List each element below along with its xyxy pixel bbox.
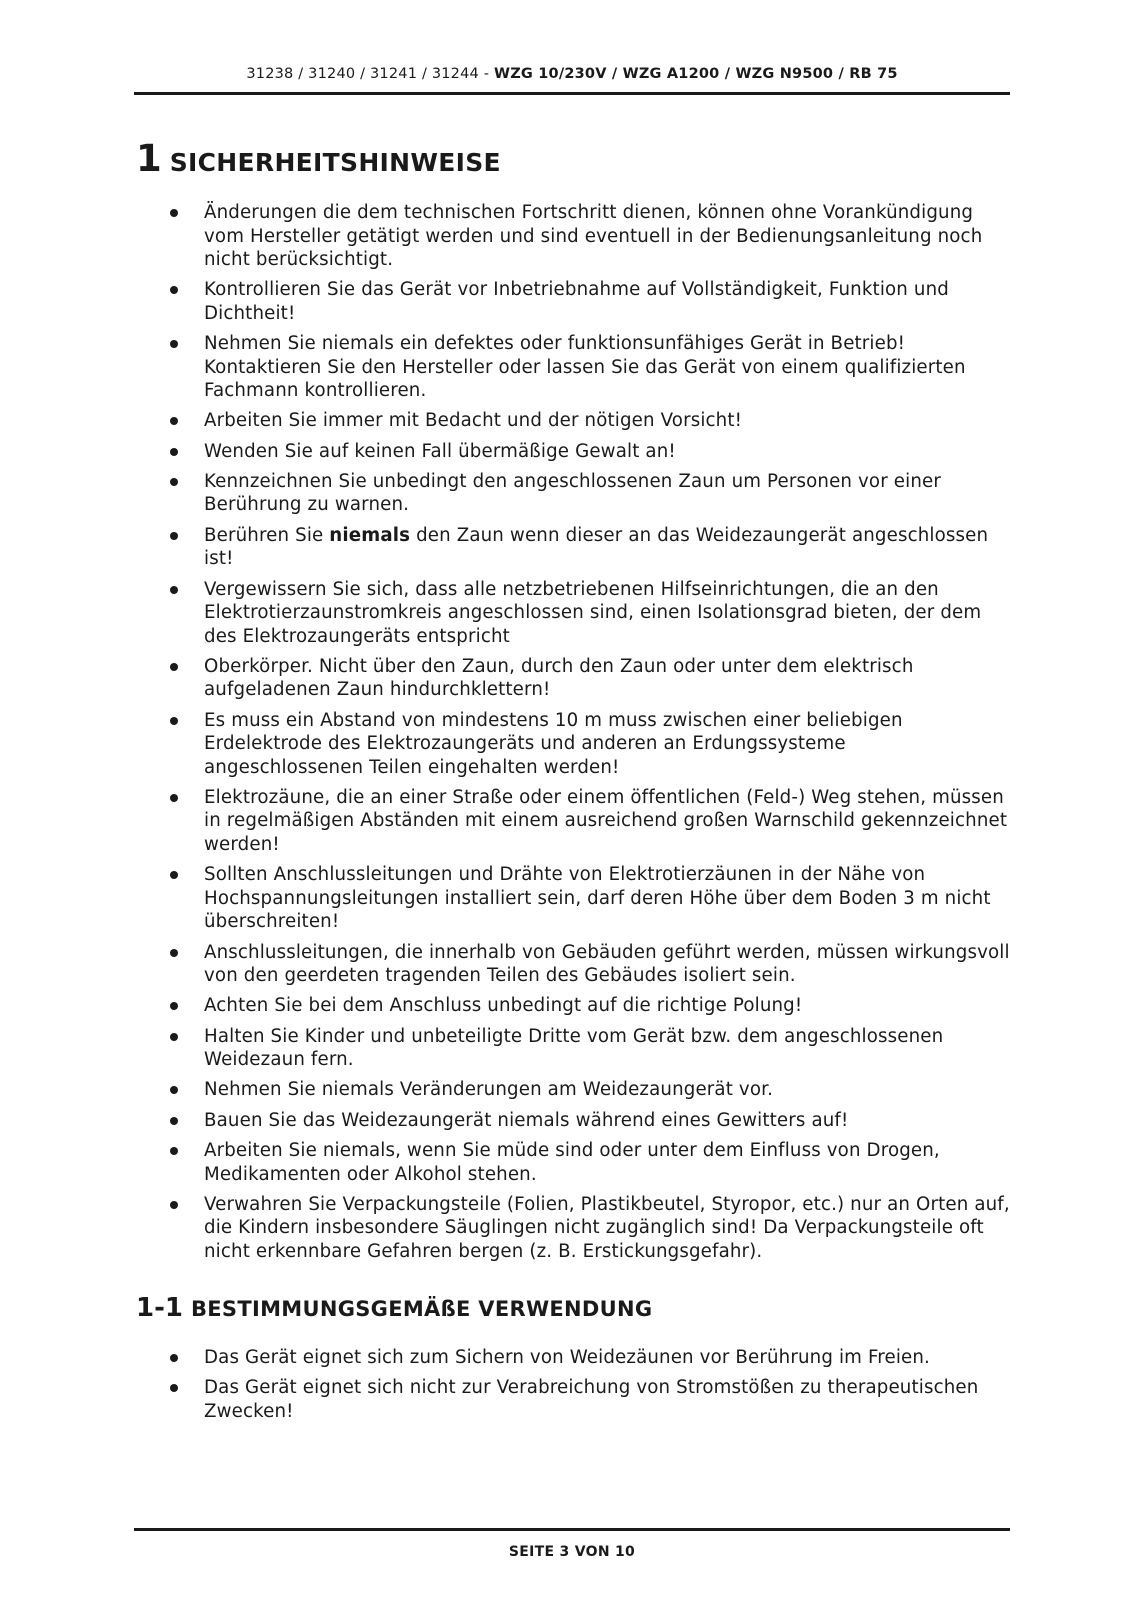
bullet-icon <box>170 286 178 294</box>
list-item: Das Gerät eignet sich zum Sichern von Weidezäunen vor Berührung im Freien. <box>168 1346 1010 1370</box>
bullet-icon <box>170 949 178 957</box>
bullet-icon <box>170 1147 178 1155</box>
bullet-icon <box>170 1384 178 1392</box>
bullet-icon <box>170 417 178 425</box>
bullet-icon <box>170 1002 178 1010</box>
list-item: Nehmen Sie niemals ein defektes oder funktionsunfähiges Gerät in Betrieb! Kontaktieren Sie den Hersteller oder lassen Sie das Gerät von einem qualifizierten Fachmann kontrollieren. <box>168 332 1010 403</box>
list-item: Vergewissern Sie sich, dass alle netzbetriebenen Hilfseinrichtungen, die an den Elektrotierzaunstromkreis angeschlossen sind, einen Isolationsgrad bieten, der dem des Elektrozaungeräts entspricht <box>168 578 1010 649</box>
list-item: Bauen Sie das Weidezaungerät niemals während eines Gewitters auf! <box>168 1109 1010 1133</box>
list-item: Änderungen die dem technischen Fortschritt dienen, können ohne Vorankündigung vom Hersteller getätigt werden und sind eventuell in der Bedienungsanleitung noch nicht berücksichtigt. <box>168 201 1010 272</box>
list-item: Verwahren Sie Verpackungsteile (Folien, Plastikbeutel, Styropor, etc.) nur an Orten auf, die Kindern insbesondere Säuglingen nicht zugänglich sind! Da Verpackungsteile oft nicht erkennbare Gefahren bergen (z. B. Erstickungsgefahr). <box>168 1193 1010 1264</box>
bullet-icon <box>170 1086 178 1094</box>
section-title: SICHERHEITSHINWEISE <box>169 148 501 177</box>
safety-list <box>168 201 1010 1270</box>
list-item: Achten Sie bei dem Anschluss unbedingt auf die richtige Polung! <box>168 994 1010 1018</box>
list-item: Sollten Anschlussleitungen und Drähte von Elektrotierzäunen in der Nähe von Hochspannungsleitungen installiert sein, darf deren Höhe über dem Boden 3 m nicht überschreiten! <box>168 863 1010 934</box>
section-number: 1 <box>136 137 162 180</box>
list-item: Es muss ein Abstand von mindestens 10 m muss zwischen einer beliebigen Erdelektrode des Elektrozaungeräts und anderen an Erdungssysteme angeschlossenen Teilen eingehalten werden! <box>168 709 1010 780</box>
bullet-icon <box>170 1201 178 1209</box>
bullet-icon <box>170 340 178 348</box>
list-item: Halten Sie Kinder und unbeteiligte Dritte vom Gerät bzw. dem angeschlossenen Weidezaun fern. <box>168 1025 1010 1072</box>
bullet-icon <box>170 794 178 802</box>
bullet-icon <box>170 1117 178 1125</box>
bullet-icon <box>170 663 178 671</box>
header-article-codes: 31238 / 31240 / 31241 / 31244 - <box>246 66 495 82</box>
bullet-icon <box>170 586 178 594</box>
emphasis-text: niemals <box>329 524 411 546</box>
section-title: BESTIMMUNGSGEMÄßE VERWENDUNG <box>190 1297 653 1321</box>
list-item: Arbeiten Sie niemals, wenn Sie müde sind oder unter dem Einfluss von Drogen, Medikamenten oder Alkohol stehen. <box>168 1139 1010 1186</box>
bullet-icon <box>170 717 178 725</box>
list-item: Wenden Sie auf keinen Fall übermäßige Gewalt an! <box>168 440 1010 464</box>
bullet-icon <box>170 448 178 456</box>
header-models: WZG 10/230V / WZG A1200 / WZG N9500 / RB 75 <box>494 66 898 82</box>
page-header <box>134 66 1010 82</box>
list-item: Kontrollieren Sie das Gerät vor Inbetriebnahme auf Vollständigkeit, Funktion und Dichtheit! <box>168 278 1010 325</box>
bullet-icon <box>170 209 178 217</box>
section-heading-safety <box>136 137 501 180</box>
section-heading-intended-use <box>136 1293 652 1323</box>
bullet-icon <box>170 1354 178 1362</box>
list-item: Oberkörper. Nicht über den Zaun, durch den Zaun oder unter dem elektrisch aufgeladenen Zaun hindurchklettern! <box>168 655 1010 702</box>
list-item: Nehmen Sie niemals Veränderungen am Weidezaungerät vor. <box>168 1078 1010 1102</box>
section-number: 1-1 <box>136 1293 183 1323</box>
footer-divider <box>134 1528 1010 1531</box>
intended-use-list <box>168 1346 1010 1430</box>
list-item: Elektrozäune, die an einer Straße oder einem öffentlichen (Feld-) Weg stehen, müssen in regelmäßigen Abständen mit einem ausreichend großen Warnschild gekennzeichnet werden! <box>168 786 1010 857</box>
bullet-icon <box>170 532 178 540</box>
bullet-icon <box>170 1033 178 1041</box>
header-divider <box>134 92 1010 95</box>
list-item: Kennzeichnen Sie unbedingt den angeschlossenen Zaun um Personen vor einer Berührung zu warnen. <box>168 470 1010 517</box>
list-item: Anschlussleitungen, die innerhalb von Gebäuden geführt werden, müssen wirkungsvoll von den geerdeten tragenden Teilen des Gebäudes isoliert sein. <box>168 941 1010 988</box>
bullet-icon <box>170 871 178 879</box>
page-number: SEITE 3 VON 10 <box>508 1544 636 1560</box>
list-item: Berühren Sie niemals den Zaun wenn dieser an das Weidezaungerät angeschlossen ist! <box>168 524 1010 571</box>
list-item: Arbeiten Sie immer mit Bedacht und der nötigen Vorsicht! <box>168 409 1010 433</box>
list-item: Das Gerät eignet sich nicht zur Verabreichung von Stromstößen zu therapeutischen Zwecken! <box>168 1376 1010 1423</box>
bullet-icon <box>170 478 178 486</box>
